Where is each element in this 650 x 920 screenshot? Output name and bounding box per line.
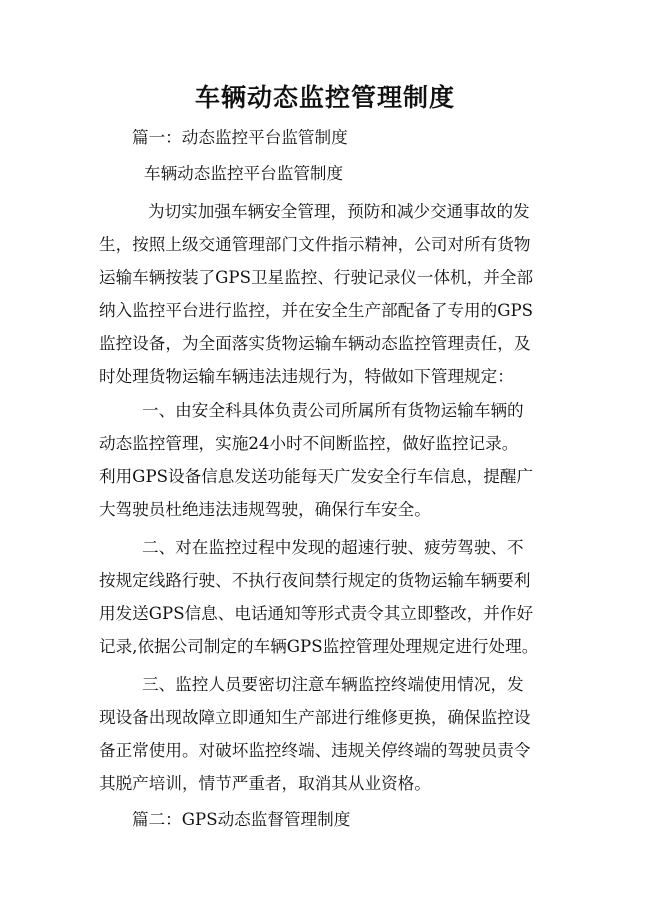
document-title: 车辆动态监控管理制度 bbox=[194, 83, 455, 112]
paragraph-line: 记录,依据公司制定的车辆GPS监控管理处理规定进行处理。 bbox=[99, 637, 539, 656]
paragraph-line: 大驾驶员杜绝违法违规驾驶，确保行车安全。 bbox=[99, 500, 431, 519]
paragraph-line: 按规定线路行驶、不执行夜间禁行规定的货物运输车辆要利 bbox=[99, 571, 531, 590]
paragraph-line: 监控设备，为全面落实货物运输车辆动态监控管理责任，及 bbox=[99, 334, 531, 353]
paragraph-line: 利用GPS设备信息发送功能每天广发安全行车信息，提醒广 bbox=[99, 467, 534, 486]
paragraph-line: 时处理货物运输车辆违法违规行为，特做如下管理规定： bbox=[99, 367, 514, 386]
paragraph-line: 备正常使用。对破坏监控终端、违规关停终端的驾驶员责令 bbox=[99, 741, 531, 760]
section-subtitle: 车辆动态监控平台监管制度 bbox=[144, 164, 344, 183]
paragraph-line: 运输车辆按装了GPS卫星监控、行驶记录仪一体机，并全部 bbox=[99, 268, 534, 287]
paragraph-line: 三、监控人员要密切注意车辆监控终端使用情况，发 bbox=[142, 675, 524, 694]
section-heading: 篇一：动态监控平台监管制度 bbox=[132, 128, 348, 147]
paragraph-line: 用发送GPS信息、电话通知等形式责令其立即整改，并作好 bbox=[99, 604, 534, 623]
paragraph-line: 动态监控管理，实施24小时不间断监控，做好监控记录。 bbox=[99, 434, 519, 453]
section-heading: 篇二：GPS动态监督管理制度 bbox=[132, 810, 351, 829]
paragraph-line: 现设备出现故障立即通知生产部进行维修更换，确保监控设 bbox=[99, 708, 531, 727]
paragraph-line: 其脱产培训，情节严重者，取消其从业资格。 bbox=[99, 774, 431, 793]
paragraph-line: 生，按照上级交通管理部门文件指示精神，公司对所有货物 bbox=[99, 235, 531, 254]
paragraph-line: 为切实加强车辆安全管理，预防和减少交通事故的发 bbox=[148, 202, 530, 221]
paragraph-line: 一、由安全科具体负责公司所属所有货物运输车辆的 bbox=[142, 401, 524, 420]
paragraph-line: 纳入监控平台进行监控，并在安全生产部配备了专用的GPS bbox=[99, 301, 534, 320]
paragraph-line: 二、对在监控过程中发现的超速行驶、疲劳驾驶、不 bbox=[142, 538, 524, 557]
